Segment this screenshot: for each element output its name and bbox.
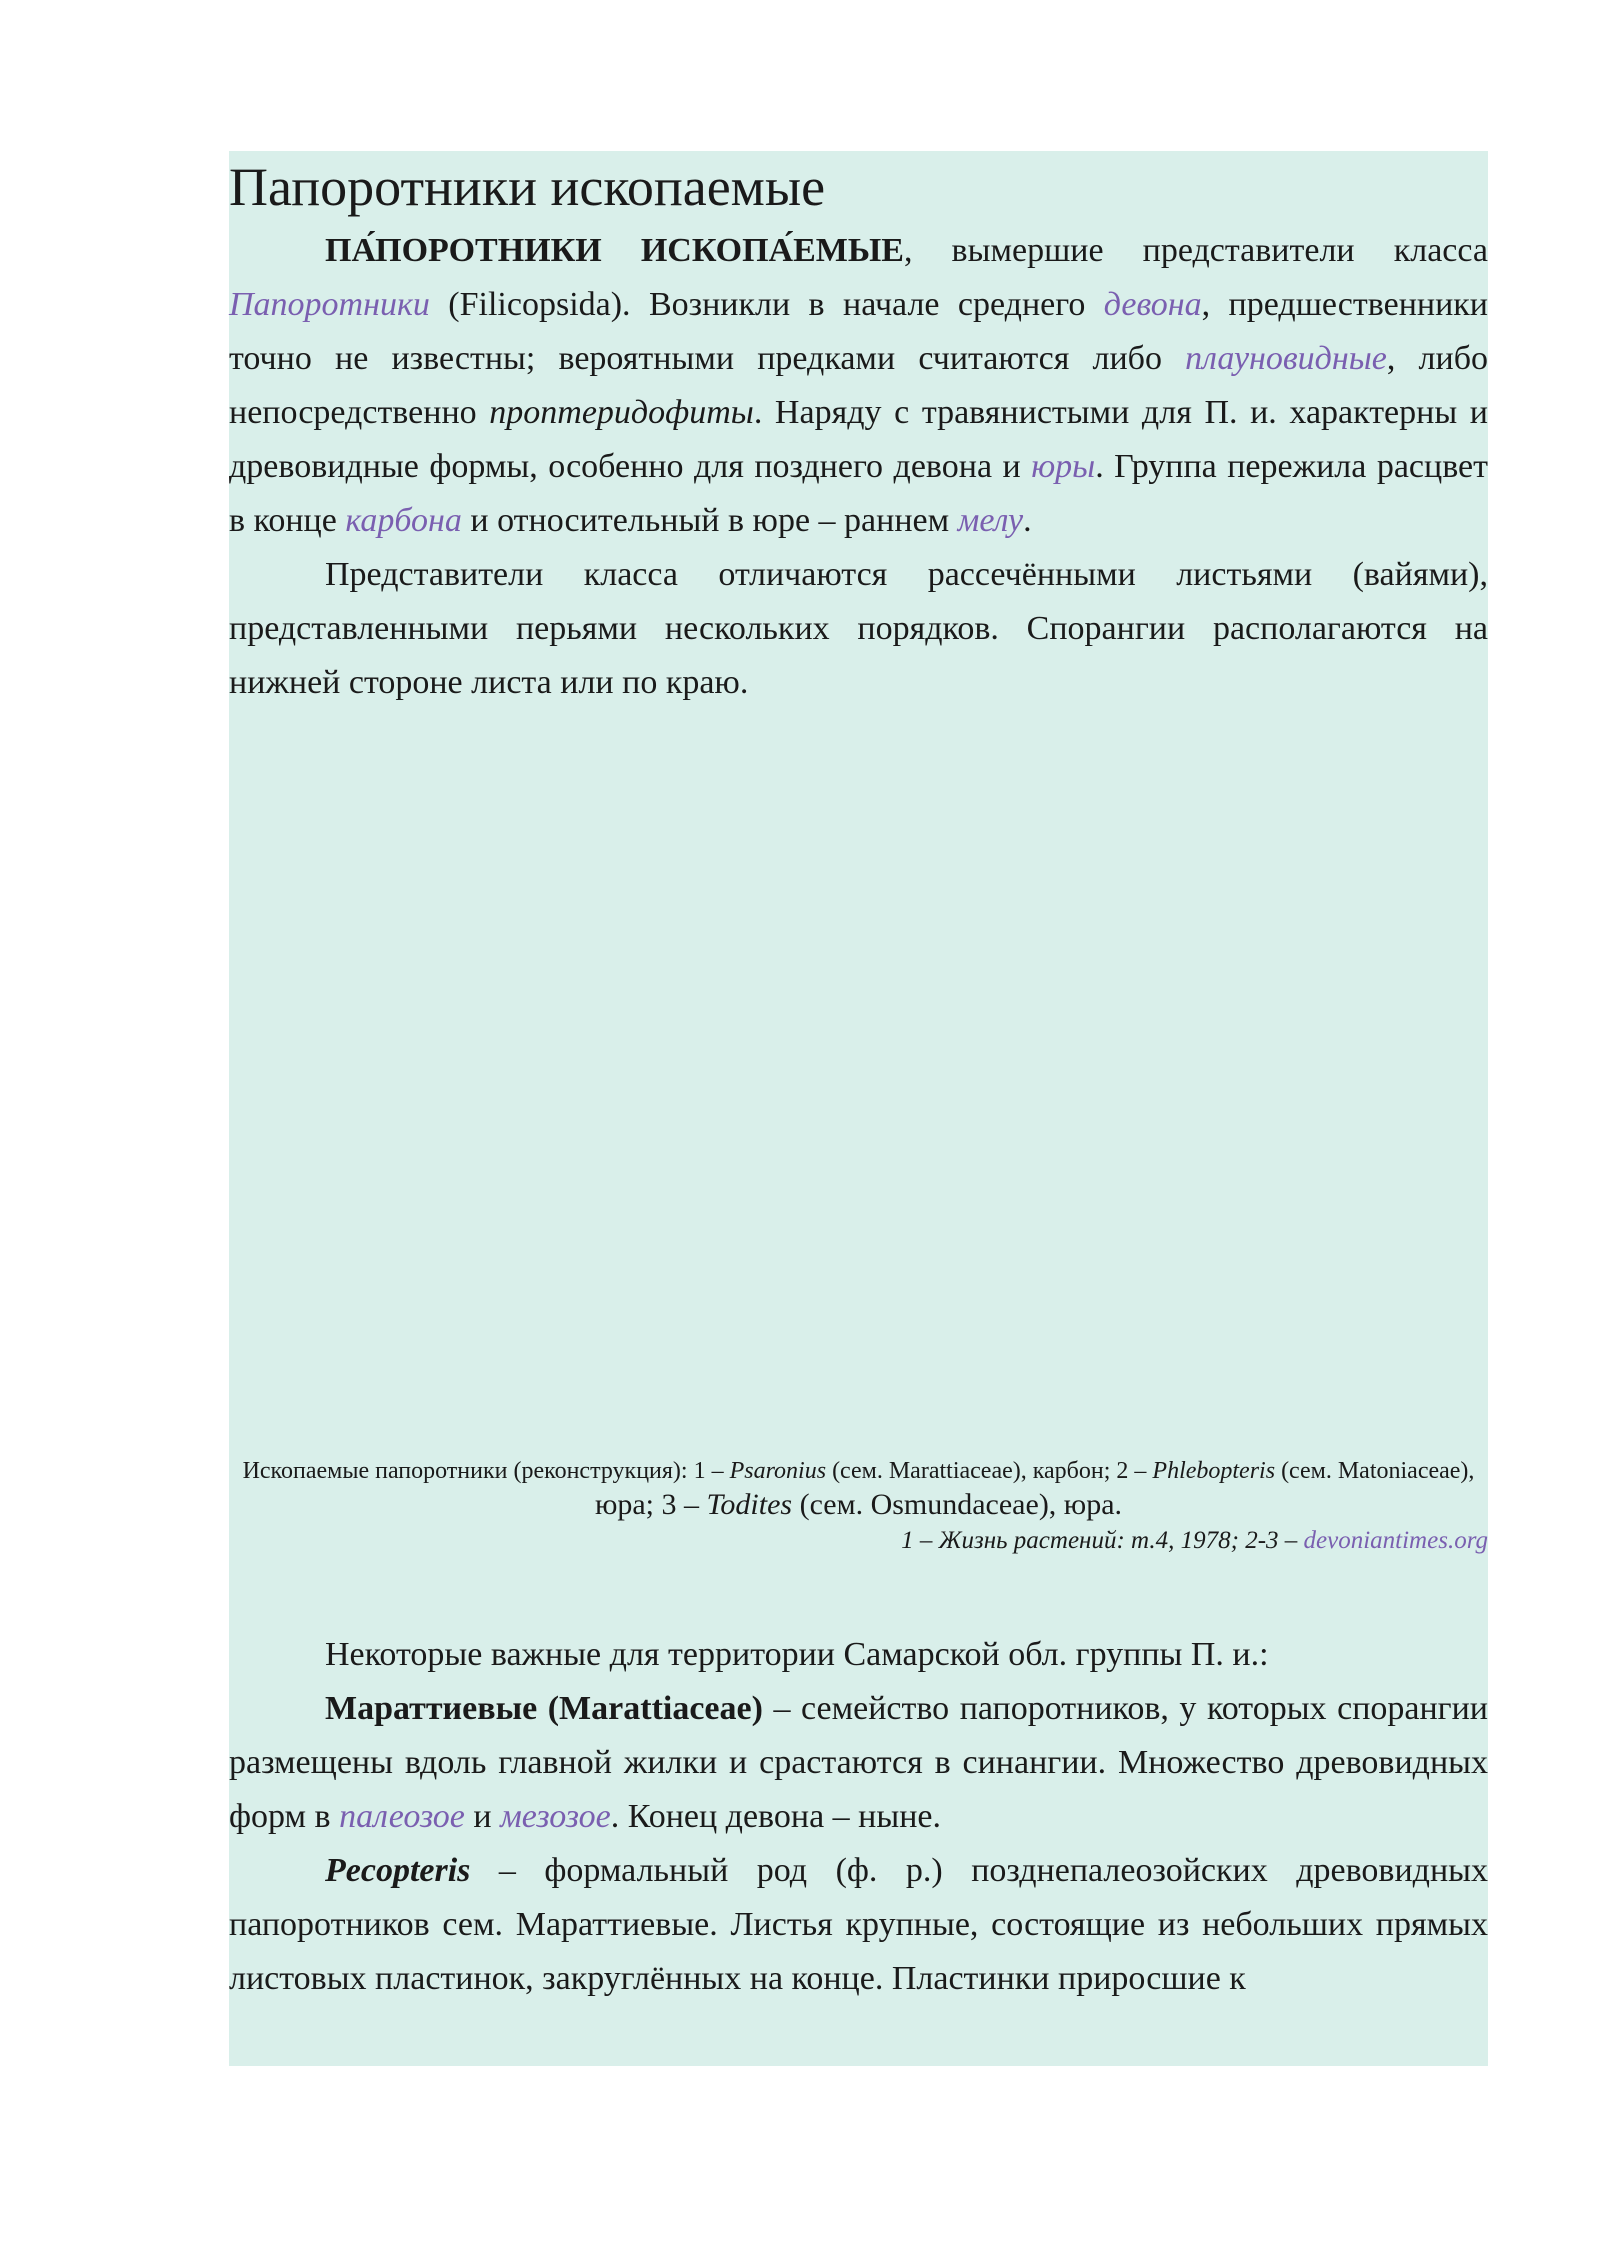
caption-text: Ископаемые папоротники (реконструкция): 1 – bbox=[242, 1458, 730, 1485]
intro-text: , либо непосредственно bbox=[229, 340, 1488, 432]
link-paleozoic[interactable]: палеозое bbox=[339, 1798, 465, 1836]
link-carbon[interactable]: карбона bbox=[345, 502, 462, 540]
term-heading: ПА́ПОРОТНИКИ ИСКОПА́ЕМЫЕ bbox=[325, 232, 904, 270]
source-text: 1 – Жизнь растений: т.4, 1978; 2-3 – bbox=[901, 1527, 1304, 1555]
marattiaceae-paragraph bbox=[229, 1682, 1488, 1844]
caption-genus: Psaronius bbox=[729, 1458, 827, 1485]
intro-text: . Наряду с травянистыми для П. и. характерны и древовидные формы, особенно для позднего девона и bbox=[229, 394, 1488, 486]
marattiaceae-term: Мараттиевые (Marattiaceae) bbox=[325, 1690, 763, 1728]
intro-text: , вымершие представители класса bbox=[903, 232, 1488, 270]
link-mesozoic[interactable]: мезозое bbox=[500, 1798, 611, 1836]
intro-text: . Группа пережила расцвет в конце bbox=[229, 448, 1488, 540]
intro-text: и относительный в юре – раннем bbox=[461, 502, 958, 540]
caption-genus: Todites bbox=[706, 1488, 793, 1522]
article-content bbox=[229, 151, 1488, 2006]
marattiaceae-text: – семейство папоротников, у которых спорангии размещены вдоль главной жилки и срастаются в синангии. Множество древовидных форм в bbox=[229, 1690, 1489, 1836]
description-paragraph: Представители класса отличаются рассечёнными листьями (вайями), представленными перьями нескольких порядков. Спорангии располагаются на нижней стороне листа или по краю. bbox=[229, 556, 1488, 702]
link-lycopods[interactable]: плауновидные bbox=[1185, 340, 1387, 378]
link-devon[interactable]: девона bbox=[1103, 286, 1202, 324]
figure-placeholder bbox=[229, 710, 1488, 1454]
link-cretaceous[interactable]: мелу bbox=[957, 502, 1024, 540]
marattiaceae-text: . Конец девона – ныне. bbox=[610, 1798, 941, 1836]
marattiaceae-text: и bbox=[464, 1798, 501, 1836]
caption-text: (сем. Marattiaceae), карбон; 2 – bbox=[826, 1458, 1153, 1485]
caption-text: (сем. Osmundaceae), юра. bbox=[792, 1488, 1123, 1522]
intro-paragraph bbox=[229, 224, 1488, 548]
link-jura[interactable]: юры bbox=[1031, 448, 1096, 486]
pecopteris-text: – формальный род (ф. р.) позднепалеозойских древовидных папоротников сем. Мараттиевые. Листья крупные, состоящие из небольших прямых листовых пластинок, закруглённых на конце. Пластинки приросшие к bbox=[229, 1852, 1488, 1998]
proptero-term: проптеридофиты bbox=[489, 394, 754, 432]
spacer bbox=[229, 1558, 1488, 1628]
caption-text: юра; 3 – bbox=[594, 1488, 707, 1522]
intro-text: . bbox=[1023, 502, 1032, 540]
page-title: Папоротники ископаемые bbox=[229, 157, 826, 217]
groups-intro: Некоторые важные для территории Самарской обл. группы П. и.: bbox=[325, 1636, 1269, 1674]
figure-source bbox=[229, 1524, 1488, 1558]
pecopteris-term: Pecopteris bbox=[325, 1852, 471, 1890]
intro-text: (Filicopsida). Возникли в начале среднего bbox=[429, 286, 1104, 324]
link-ferns[interactable]: Папоротники bbox=[229, 286, 430, 324]
caption-genus: Phlebopteris bbox=[1152, 1458, 1276, 1485]
pecopteris-paragraph bbox=[229, 1844, 1488, 2006]
caption-text: (сем. Matoniaceae), bbox=[1275, 1458, 1475, 1485]
source-link[interactable]: devoniantimes.org bbox=[1303, 1527, 1488, 1555]
intro-text: , предшественники точно не известны; вероятными предками считаются либо bbox=[229, 286, 1489, 378]
figure-caption bbox=[229, 1454, 1488, 1524]
